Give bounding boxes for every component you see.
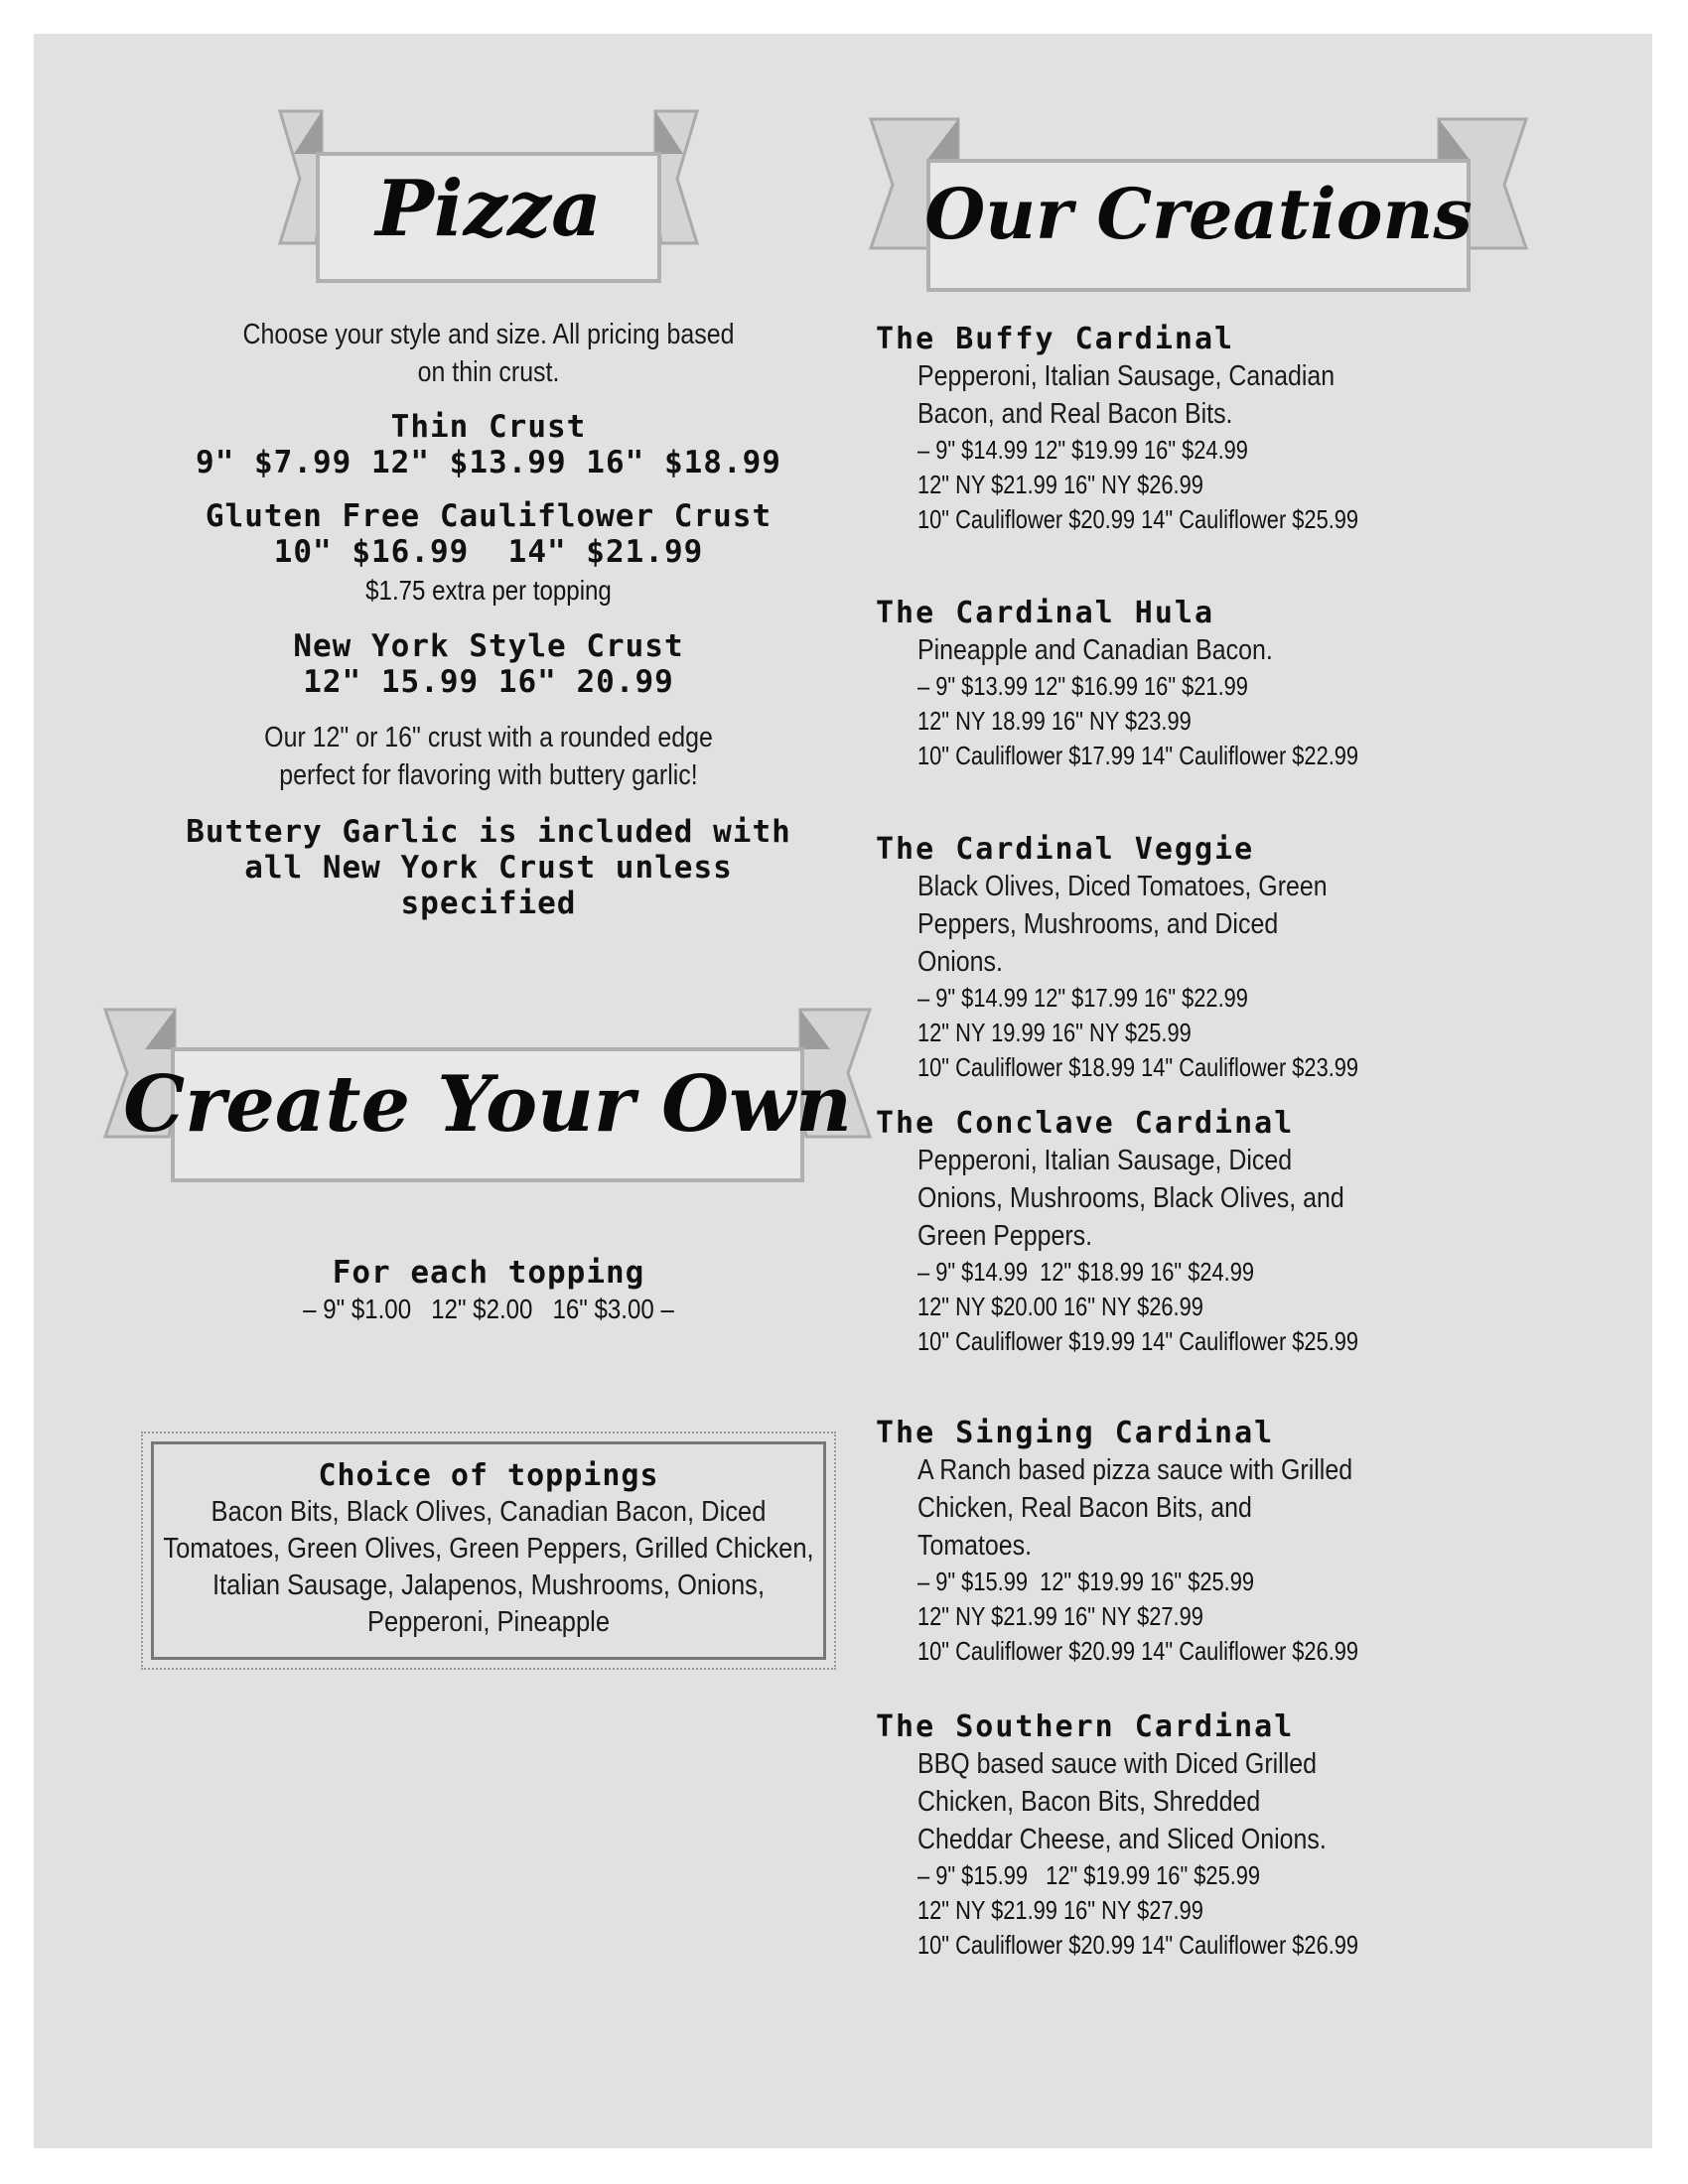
toppings-list: Bacon Bits, Black Olives, Canadian Bacon, Diced Tomatoes, Green Olives, Green Peppers, Grilled Chicken, Italian Sausage, Jalapenos, Mushrooms, Onions, Pepperoni, Pineapple — [163, 1496, 814, 1638]
creation-name: The Cardinal Hula — [876, 596, 1215, 630]
creation-price-ny: 12" NY 18.99 16" NY $23.99 — [917, 706, 1192, 736]
create-your-own-banner — [105, 1008, 870, 1186]
creation-item — [876, 1709, 1491, 1963]
creation-name: The Conclave Cardinal — [876, 1106, 1295, 1141]
thin-crust-title: Thin Crust — [390, 409, 587, 445]
creation-price-cauliflower: 10" Cauliflower $20.99 14" Cauliflower $25.99 — [917, 504, 1359, 534]
creation-item — [876, 1106, 1491, 1359]
garlic-note: Buttery Garlic is included with all New York Crust unless specified — [186, 814, 791, 921]
creation-price-ny: 12" NY $21.99 16" NY $26.99 — [917, 470, 1203, 499]
new-york-prices: 12" 15.99 16" 20.99 — [303, 664, 674, 700]
creation-price-cauliflower: 10" Cauliflower $20.99 14" Cauliflower $26.99 — [917, 1636, 1359, 1666]
our-creations-title: Our Creations — [924, 173, 1473, 255]
creation-name: The Southern Cardinal — [876, 1709, 1295, 1744]
pizza-title: Pizza — [375, 164, 602, 254]
creation-price-cauliflower: 10" Cauliflower $18.99 14" Cauliflower $23.99 — [917, 1052, 1359, 1082]
creation-item — [876, 1416, 1491, 1669]
creation-price-standard: – 9" $15.99 12" $19.99 16" $25.99 — [917, 1567, 1255, 1596]
creation-name: The Cardinal Veggie — [876, 832, 1255, 867]
per-topping-prices: – 9" $1.00 12" $2.00 16" $3.00 – — [303, 1294, 674, 1324]
creation-price-standard: – 9" $14.99 12" $19.99 16" $24.99 — [917, 435, 1248, 465]
creation-price-standard: – 9" $14.99 12" $18.99 16" $24.99 — [917, 1257, 1255, 1287]
creation-price-ny: 12" NY $21.99 16" NY $27.99 — [917, 1895, 1203, 1925]
pizza-banner — [280, 109, 697, 288]
creation-price-cauliflower: 10" Cauliflower $20.99 14" Cauliflower $26.99 — [917, 1930, 1359, 1960]
creation-desc: Black Olives, Diced Tomatoes, Green Peppers, Mushrooms, and Diced Onions. — [917, 871, 1328, 978]
creation-price-cauliflower: 10" Cauliflower $19.99 14" Cauliflower $25.99 — [917, 1326, 1359, 1356]
per-topping-title: For each topping — [332, 1255, 645, 1291]
create-your-own-title: Create Your Own — [123, 1059, 852, 1150]
creation-price-standard: – 9" $15.99 12" $19.99 16" $25.99 — [917, 1860, 1261, 1890]
toppings-box — [151, 1441, 826, 1660]
creation-desc: A Ranch based pizza sauce with Grilled Chicken, Real Bacon Bits, and Tomatoes. — [917, 1454, 1353, 1562]
thin-crust-prices: 9" $7.99 12" $13.99 16" $18.99 — [196, 445, 781, 480]
new-york-desc: Our 12" or 16" crust with a rounded edge perfect for flavoring with buttery garlic! — [264, 722, 713, 791]
creations-list — [876, 0, 1571, 2184]
creation-item — [876, 832, 1491, 1085]
gluten-free-note: $1.75 extra per topping — [365, 575, 612, 606]
creation-name: The Buffy Cardinal — [876, 322, 1235, 356]
new-york-title: New York Style Crust — [293, 628, 684, 664]
creation-desc: BBQ based sauce with Diced Grilled Chicken, Bacon Bits, Shredded Cheddar Cheese, and Sliced Onions. — [917, 1748, 1327, 1855]
gluten-free-prices: 10" $16.99 14" $21.99 — [273, 534, 704, 570]
creation-price-ny: 12" NY 19.99 16" NY $25.99 — [917, 1018, 1192, 1047]
toppings-title: Choice of toppings — [318, 1458, 659, 1493]
creation-price-ny: 12" NY $20.00 16" NY $26.99 — [917, 1292, 1203, 1321]
creation-desc: Pineapple and Canadian Bacon. — [917, 634, 1273, 666]
creation-price-standard: – 9" $14.99 12" $17.99 16" $22.99 — [917, 983, 1248, 1013]
creation-desc: Pepperoni, Italian Sausage, Diced Onions, Mushrooms, Black Olives, and Green Peppers. — [917, 1145, 1344, 1252]
creation-price-standard: – 9" $13.99 12" $16.99 16" $21.99 — [917, 671, 1248, 701]
pizza-intro: Choose your style and size. All pricing based on thin crust. — [242, 319, 735, 388]
creation-item — [876, 322, 1491, 537]
creation-price-cauliflower: 10" Cauliflower $17.99 14" Cauliflower $22.99 — [917, 741, 1359, 770]
creation-name: The Singing Cardinal — [876, 1416, 1275, 1450]
gluten-free-title: Gluten Free Cauliflower Crust — [205, 498, 773, 534]
creation-desc: Pepperoni, Italian Sausage, Canadian Bacon, and Real Bacon Bits. — [917, 360, 1336, 430]
creation-item — [876, 596, 1491, 773]
creation-price-ny: 12" NY $21.99 16" NY $27.99 — [917, 1601, 1203, 1631]
